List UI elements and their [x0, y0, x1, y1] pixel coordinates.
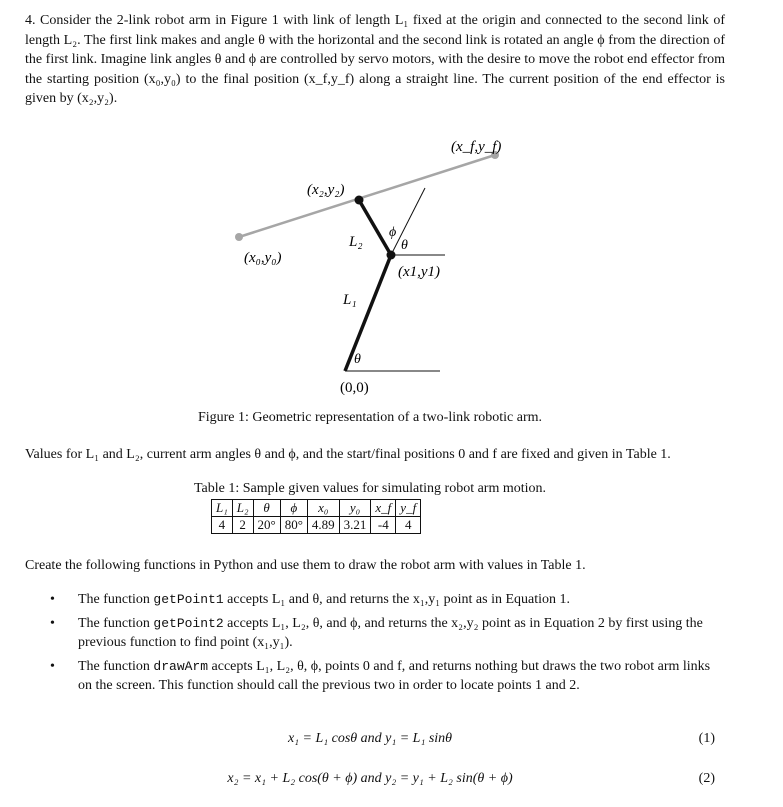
- problem-paragraph: 4. Consider the 2-link robot arm in Figure 1 with link of length L₁ fixed at the origin and connected to the second link of length L₂. The first link makes and angle θ with the horizontal and the second link is rotated an angle ϕ from the direction of the first link. Imagine link angles θ and ϕ are controlled by servo motors, with the desire to move the robot end effector from the starting position (x₀,y₀) to the final position (x_f,y_f) along a straight line. The current position of the end effector is given by (x₂,y₂).: [25, 13, 725, 106]
- header-L1: L₁: [212, 500, 233, 517]
- equation-1-expr: x₁ = L₁ cosθ and y₁ = L₁ sinθ: [287, 731, 453, 746]
- fn-name-getpoint1: getPoint1: [153, 592, 224, 607]
- header-yf: y_f: [396, 500, 421, 517]
- link1-extension-line: [391, 188, 425, 255]
- value-xf: -4: [371, 517, 396, 534]
- equation-2-number: (2): [698, 771, 715, 786]
- list-item-getpoint2: [50, 614, 720, 652]
- value-yf: 4: [396, 517, 421, 534]
- header-y0: y₀: [339, 500, 371, 517]
- list-item-drawarm: [50, 657, 720, 695]
- header-theta: θ: [253, 500, 280, 517]
- label-theta-origin: θ: [354, 352, 361, 367]
- start-point: [235, 233, 243, 241]
- values-line: Values for L₁ and L₂, current arm angles θ and ϕ, and the start/final positions 0 and f are fixed and given in Table 1.: [25, 447, 671, 462]
- bullet-icon: •: [50, 659, 55, 674]
- label-origin: (0,0): [340, 380, 369, 396]
- fn-prefix: The function: [78, 616, 150, 631]
- table-caption: Table 1: Sample given values for simulating robot arm motion.: [193, 481, 547, 496]
- sample-values-table: [211, 499, 421, 534]
- label-xf-yf: (x_f,y_f): [451, 139, 502, 155]
- label-L2: L₂: [349, 234, 363, 250]
- figure-caption: Figure 1: Geometric representation of a two-link robotic arm.: [197, 410, 543, 425]
- label-L1: L₁: [343, 292, 357, 308]
- link-L2: [359, 200, 391, 255]
- fn-desc-getpoint2: accepts L₁, L₂, θ, and ϕ, and returns the x₂,y₂ point as in Equation 2 by first using the previous function to find point (x₁,y₁).: [78, 616, 703, 650]
- header-x0: x₀: [307, 500, 339, 517]
- value-L1: 4: [212, 517, 233, 534]
- label-x0-y0: (x₀,y₀): [244, 250, 282, 266]
- fn-desc-drawarm: accepts L₁, L₂, θ, ϕ, points 0 and f, and returns nothing but draws the two robot arm links on the screen. This function should call the previous two in order to locate points 1 and 2.: [78, 659, 711, 693]
- table-value-row: [212, 517, 421, 534]
- value-y0: 3.21: [339, 517, 371, 534]
- value-L2: 2: [232, 517, 253, 534]
- bullet-icon: •: [50, 616, 55, 631]
- fn-prefix: The function: [78, 592, 150, 607]
- label-theta-joint: θ: [401, 238, 408, 253]
- value-phi: 80°: [280, 517, 307, 534]
- link-L1: [345, 255, 391, 371]
- fn-name-getpoint2: getPoint2: [153, 616, 224, 631]
- fn-prefix: The function: [78, 659, 150, 674]
- bullet-icon: •: [50, 592, 55, 607]
- end-effector: [355, 196, 364, 205]
- function-list: [50, 590, 720, 700]
- header-xf: x_f: [371, 500, 396, 517]
- header-phi: ϕ: [280, 500, 307, 517]
- table-header-row: [212, 500, 421, 517]
- equation-2-expr: x₂ = x₁ + L₂ cos(θ + ϕ) and y₂ = y₁ + L₂ sin(θ + ϕ): [227, 771, 513, 786]
- label-x1-y1: (x1,y1): [398, 264, 441, 280]
- equation-1-number: (1): [698, 731, 715, 746]
- fn-name-drawarm: drawArm: [153, 659, 209, 674]
- value-theta: 20°: [253, 517, 280, 534]
- create-functions-line: Create the following functions in Python and use them to draw the robot arm with values in Table 1.: [25, 558, 586, 573]
- label-phi: ϕ: [389, 225, 397, 240]
- fn-desc-getpoint1: accepts L₁ and θ, and returns the x₁,y₁ point as in Equation 1.: [227, 592, 571, 607]
- value-x0: 4.89: [307, 517, 339, 534]
- header-L2: L₂: [232, 500, 253, 517]
- straight-path-line: [239, 155, 495, 237]
- label-x2-y2: (x₂,y₂): [307, 182, 345, 198]
- list-item-getpoint1: [50, 590, 720, 609]
